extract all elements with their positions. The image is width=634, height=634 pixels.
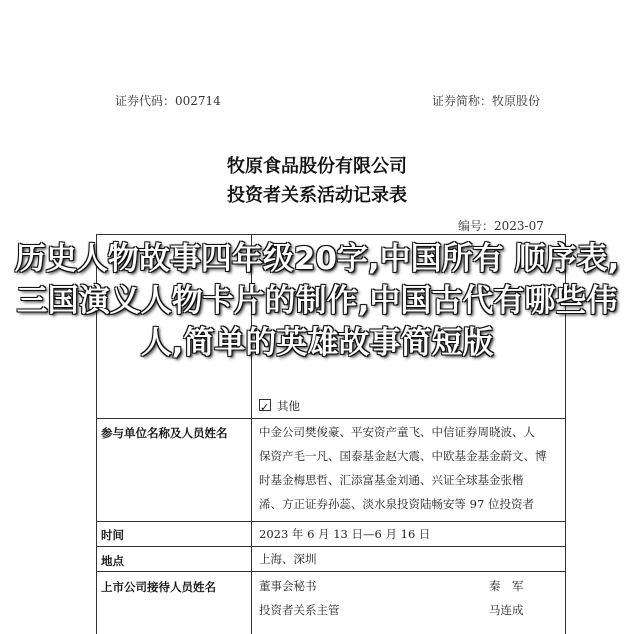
document-title: 投资者关系活动记录表	[227, 185, 407, 206]
participants-line: 时基金梅思哲、汇添富基金刘通、兴证全球基金张楷	[259, 473, 524, 487]
location-value: 上海、深圳	[259, 552, 317, 566]
document-number: 编号：2023-07	[458, 219, 544, 233]
company-name: 牧原食品股份有限公司	[227, 156, 407, 177]
reception-role-2: 投资者关系主管	[259, 603, 340, 617]
time-value: 2023 年 6 月 13 日—6 月 16 日	[259, 527, 431, 541]
reception-label: 上市公司接待人员姓名	[101, 580, 216, 594]
location-label: 地点	[101, 554, 124, 568]
participants-label: 参与单位名称及人员姓名	[101, 426, 228, 440]
checkbox-checked-icon	[259, 399, 271, 411]
participants-line: 保资产毛一凡、国泰基金赵大震、中欧基金基金蔚文、博	[259, 449, 547, 463]
reception-name-2: 马连成	[489, 603, 524, 617]
reception-role-1: 董事会秘书	[259, 579, 317, 593]
stock-code: 证券代码：002714	[115, 94, 221, 108]
table-border-top	[96, 234, 566, 235]
other-option: ✓其他	[259, 394, 300, 418]
overlay-headline: 历史人物故事四年级20字,中国所有 顺序表,三国演义人物卡片的制作,中国古代有哪些伟人,简单的英雄故事简短版	[14, 241, 620, 361]
stock-name: 证券简称：牧原股份	[432, 94, 541, 108]
row-divider	[96, 571, 566, 572]
participants-line: 浠、方正证券孙蕊、淡水泉投资陆畅安等 97 位投资者	[259, 497, 534, 511]
row-divider	[96, 546, 566, 547]
reception-name-1: 秦 军	[489, 579, 524, 593]
participants-value	[259, 420, 547, 516]
time-label: 时间	[101, 528, 124, 542]
participants-line: 中金公司樊俊豪、平安资产童飞、中信证券周晓波、人	[259, 425, 535, 439]
row-divider	[96, 418, 566, 419]
